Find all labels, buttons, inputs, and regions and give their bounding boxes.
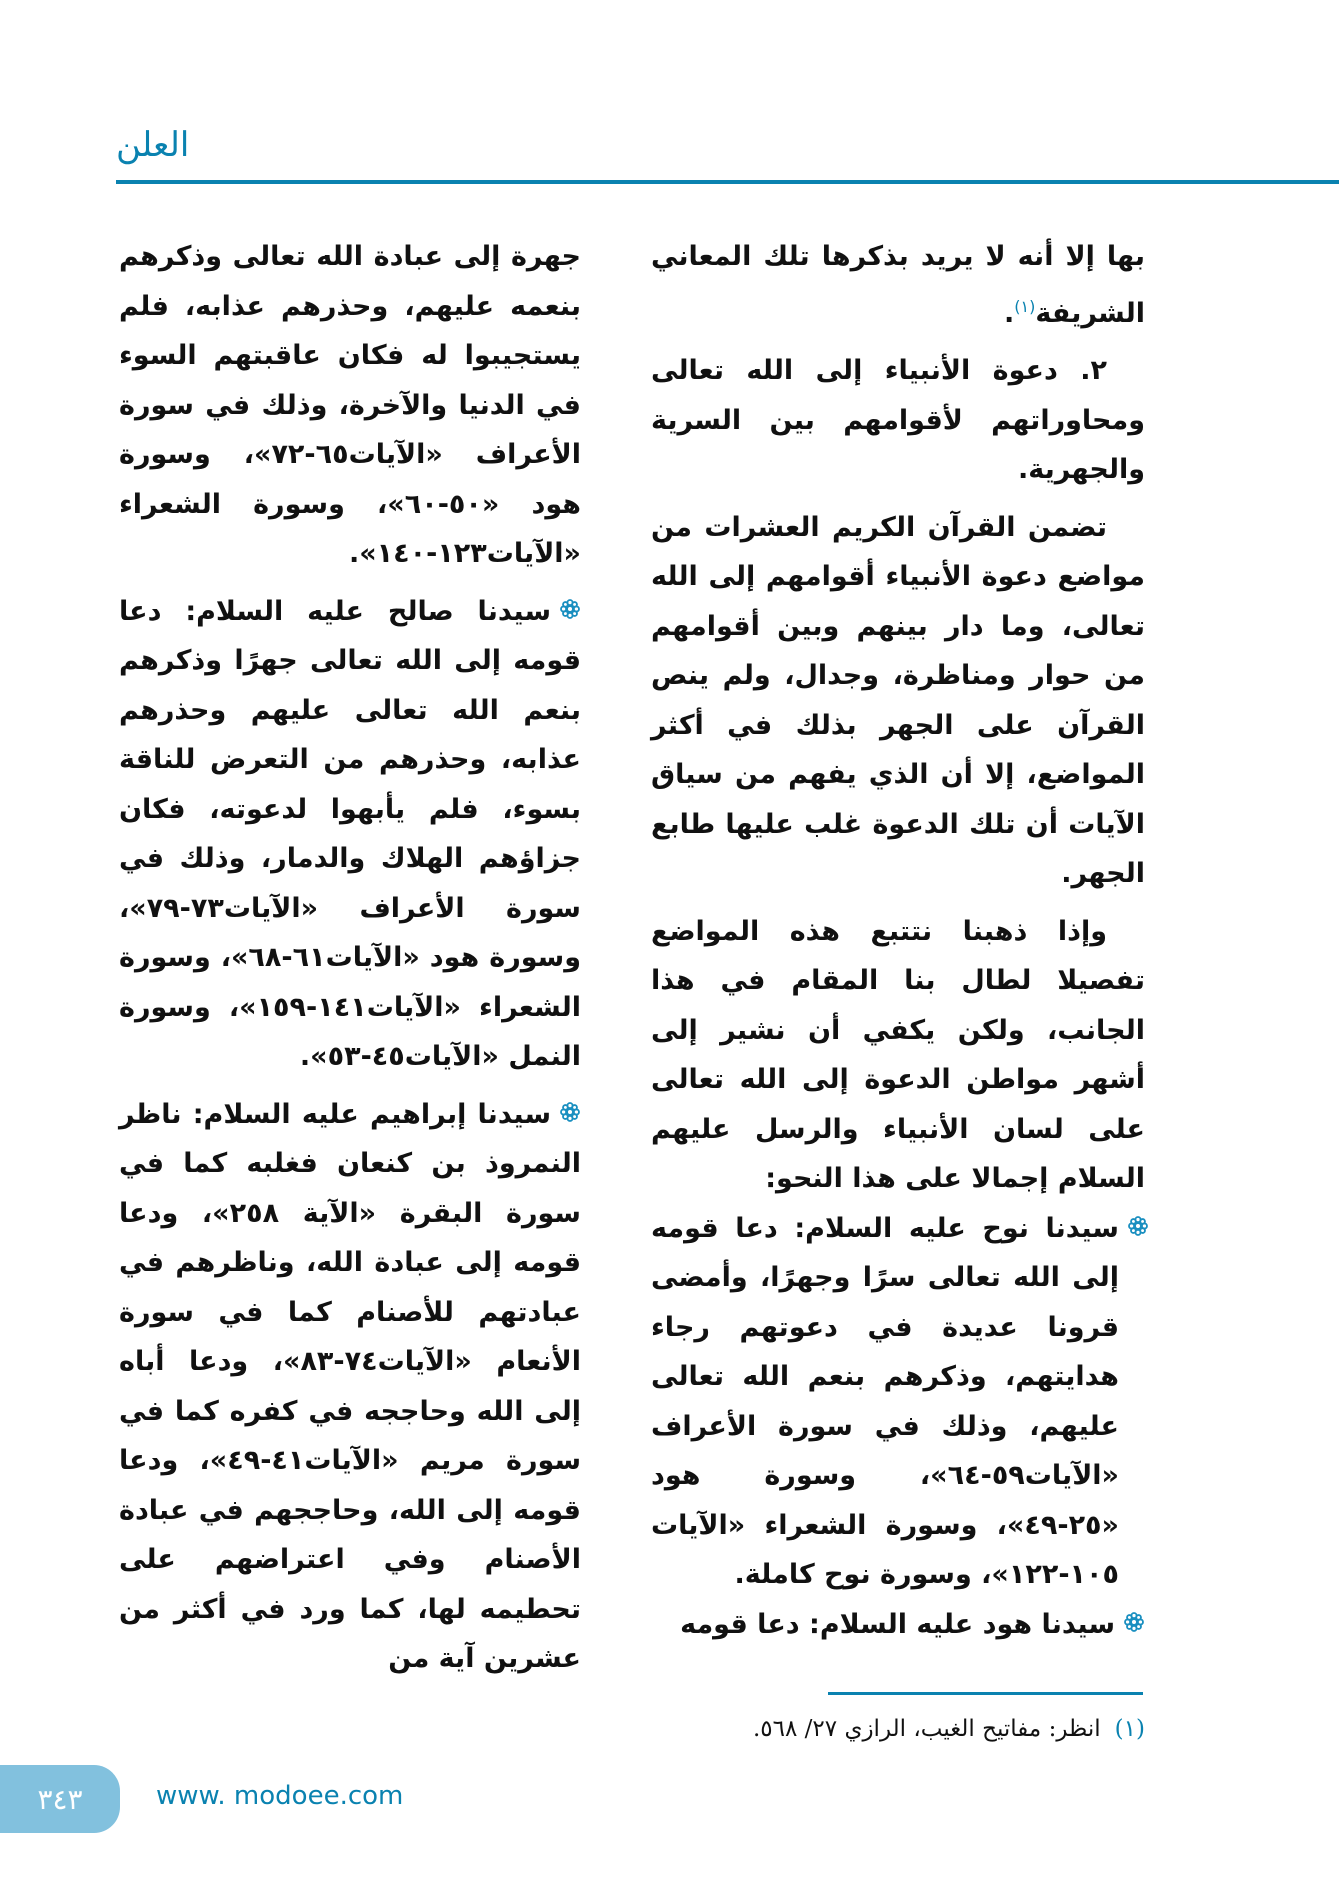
footnote (651, 1712, 1145, 1746)
item-text: دعا قومه (680, 1608, 800, 1640)
paragraph-text: بها إلا أنه لا يريد بذكرها تلك المعاني الشريفة (651, 241, 1145, 329)
item-lead: سيدنا نوح عليه السلام: (794, 1212, 1119, 1244)
footnote-divider (828, 1692, 1143, 1695)
period: . (1004, 297, 1015, 329)
item-text: ناظر النمروذ بن كنعان فغلبه كما في سورة البقرة «الآية ٢٥٨»، ودعا قومه إلى عبادة الله، وناظرهم في عبادتهم للأصنام كما في سورة الأنعام «الآيات٧٤-٨٣»، ودعا أباه إلى الله وحاججه في كفره كما في سورة مريم «الآيات٤١-٤٩»، ودعا قومه إلى الله، وحاججهم في عبادة الأصنام وفي اعتراضهم على تحطيمه لها، كما ورد في أكثر من عشرين آية من (119, 1098, 581, 1674)
list-item-hud (651, 1600, 1145, 1650)
item-text: دعا قومه إلى الله تعالى سرًا وجهرًا، وأمضى قرونا عديدة في دعوتهم رجاء هدايتهم، وذكرهم بنعم الله تعالى عليهم، وذلك في سورة الأعراف «الآيات٥٩-٦٤»، وسورة هود «٢٥-٤٩»، وسورة الشعراء «الآيات ١٠٥-١٢٢»، وسورة نوح كاملة. (651, 1212, 1119, 1590)
footnote-text: انظر: مفاتيح الغيب، الرازي ٢٧/ ٥٦٨. (752, 1716, 1101, 1742)
flower-bullet-icon (559, 598, 581, 620)
chapter-title: العلن (116, 125, 190, 165)
heading-number: ٢. (1080, 355, 1108, 386)
header-divider (116, 180, 1339, 184)
flower-bullet-icon (559, 1101, 581, 1123)
paragraph: وإذا ذهبنا نتتبع هذه المواضع تفصيلا لطال بنا المقام في هذا الجانب، ولكن يكفي أن نشير إلى أشهر مواطن الدعوة إلى الله تعالى على لسان الأنبياء والرسل عليهم السلام إجمالا على هذا النحو: (651, 915, 1145, 1194)
list-item-ibrahim (119, 1090, 581, 1684)
item-text: دعا قومه إلى الله تعالى جهرًا وذكرهم بنعم الله تعالى عليهم وحذرهم عذابه، وحذرهم من التعرض للناقة بسوء، فلم يأبهوا لدعوته، فكان جزاؤهم الهلاك والدمار، وذلك في سورة الأعراف «الآيات٧٣-٧٩»، وسورة هود «الآيات٦١-٦٨»، وسورة الشعراء «الآيات١٤١-١٥٩»، وسورة النمل «الآيات٤٥-٥٣». (119, 595, 582, 1072)
item-lead: سيدنا هود عليه السلام: (809, 1608, 1115, 1640)
list-item-nuh (651, 1204, 1145, 1600)
section-heading (651, 346, 1145, 495)
item-lead: سيدنا إبراهيم عليه السلام: (192, 1098, 551, 1130)
right-column (651, 232, 1145, 1649)
footnote-number: (١) (1114, 1716, 1145, 1742)
item-lead: سيدنا صالح عليه السلام: (185, 595, 551, 627)
page-number: ٣٤٣ (37, 1782, 83, 1816)
footnote-ref[interactable]: (١) (1014, 296, 1036, 316)
paragraph-continued (651, 232, 1145, 338)
heading-text: دعوة الأنبياء إلى الله تعالى ومحاوراتهم لأقوامهم بين السرية والجهرية. (651, 355, 1145, 485)
flower-bullet-icon (1123, 1611, 1145, 1633)
paragraph: تضمن القرآن الكريم العشرات من مواضع دعوة الأنبياء أقوامهم إلى الله تعالى، وما دار بينهم وبين أقوامهم من حوار ومناظرة، وجدال، ولم ينص القرآن على الجهر بذلك في أكثر المواضع، إلا أن الذي يفهم من سياق الآيات أن تلك الدعوة غلب عليها طابع الجهر. (651, 511, 1145, 889)
list-item-salih (119, 587, 581, 1082)
website-link[interactable]: www. modoee.com (156, 1781, 404, 1811)
left-column (119, 232, 581, 1684)
flower-bullet-icon (1127, 1215, 1149, 1237)
page-number-tab (0, 1765, 120, 1833)
paragraph-continued: جهرة إلى عبادة الله تعالى وذكرهم بنعمه عليهم، وحذرهم عذابه، فلم يستجيبوا له فكان عاقبتهم السوء في الدنيا والآخرة، وذلك في سورة الأعراف «الآيات٦٥-٧٢»، وسورة هود «٥٠-٦٠»، وسورة الشعراء «الآيات١٢٣-١٤٠». (119, 241, 582, 569)
